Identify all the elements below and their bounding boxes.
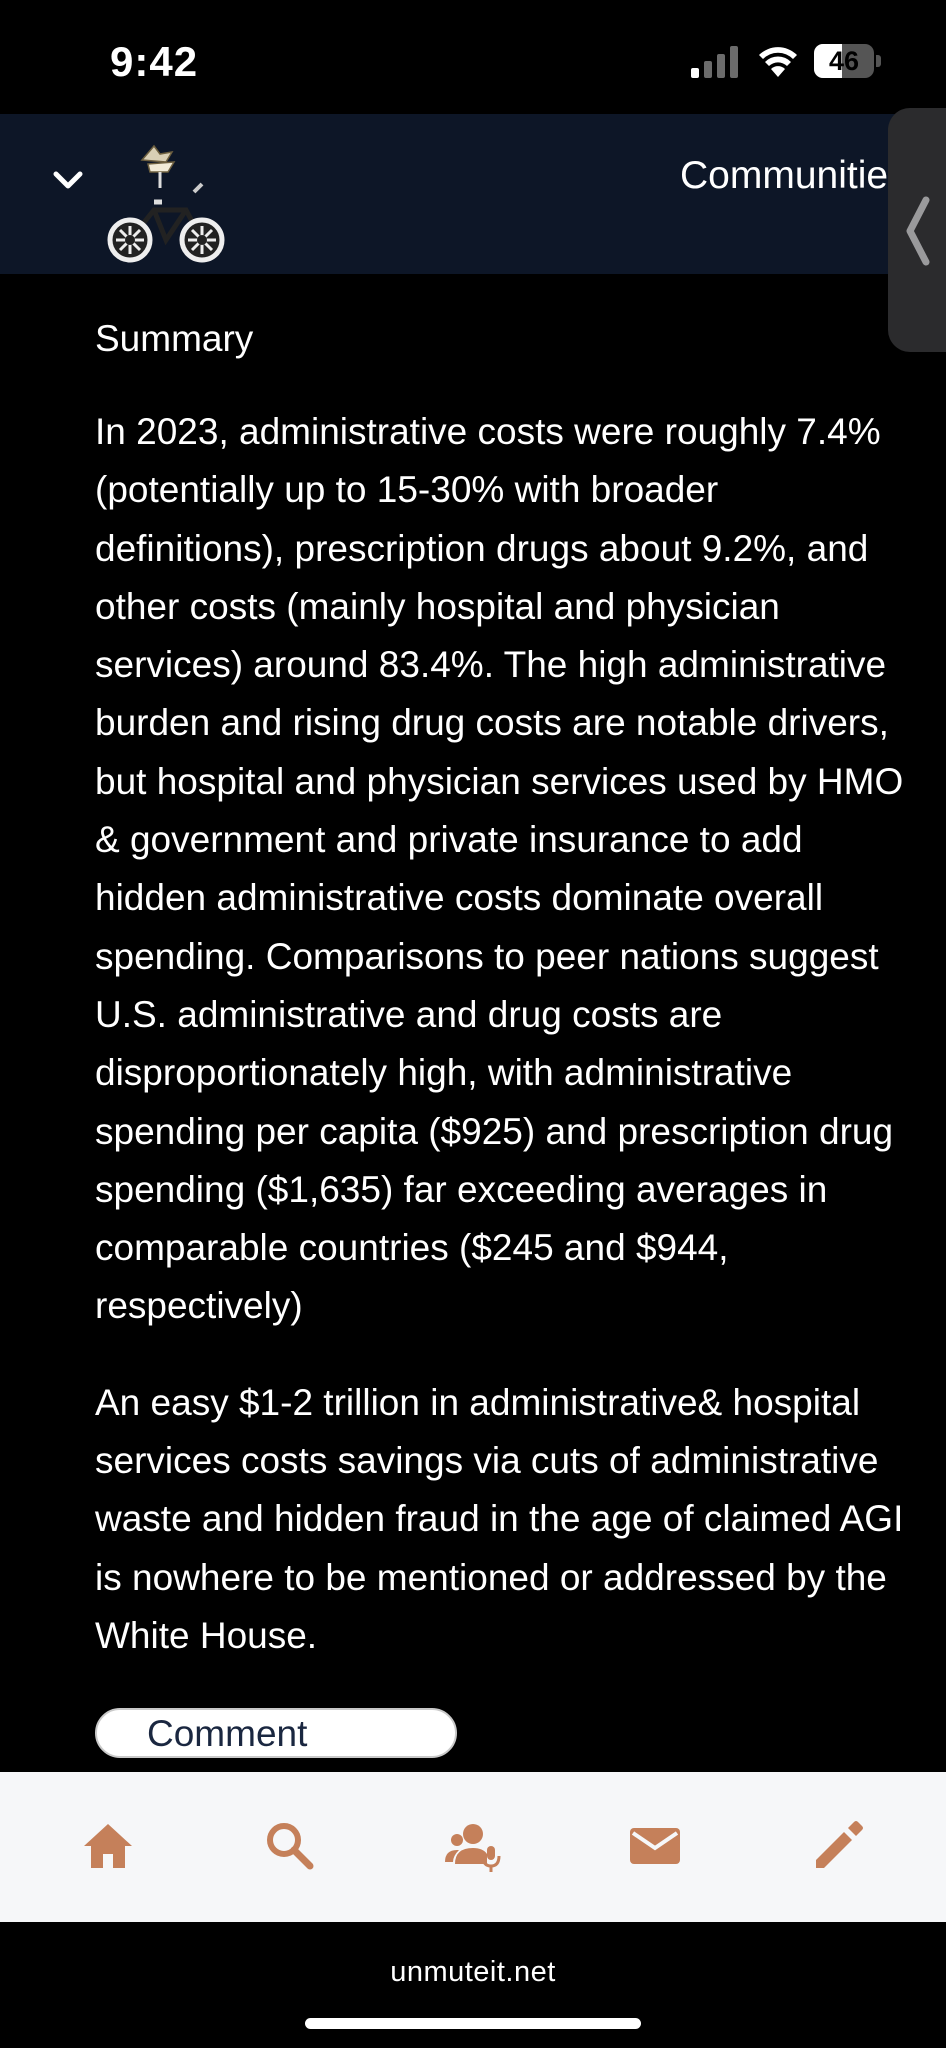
home-icon [78,1816,138,1876]
status-time: 9:42 [110,38,199,85]
mail-icon [625,1816,685,1876]
users-voice-icon [443,1816,503,1876]
wifi-icon [757,44,799,78]
url-bar[interactable]: unmuteit.net [390,1956,556,1988]
post-paragraph: In 2023, administrative costs were roughly 7.4% (potentially up to 15-30% with broader definitions), prescription drugs about 9.2%, and other costs (mainly hospital and physician services) around 83.4%. The high administrative burden and rising drug costs are notable drivers, but hospital and physician services used by HMO & government and private insurance to add hidden administrative costs dominate overall spending. Comparisons to peer nations suggest U.S. administrative and drug costs are disproportionately high, with administrative spending per capita ($925) and prescription drug spending ($1,635) far exceeding averages in comparable countries ($245 and $944, respectively) [95,411,904,1327]
search-icon [260,1816,320,1876]
post-paragraph: An easy $1-2 trillion in administrative& hospital services costs savings via cuts of administrative waste and hidden fraud in the age of claimed AGI is nowhere to be mentioned or addressed by the White House. [95,1381,904,1656]
nav-search[interactable] [260,1816,320,1876]
bicycle-with-bird-logo[interactable] [102,132,232,268]
nav-messages[interactable] [625,1816,685,1876]
bottom-nav [0,1772,946,1922]
chevron-left-icon [902,196,932,266]
battery-icon [814,44,882,80]
nav-compose[interactable] [808,1816,868,1876]
home-indicator[interactable] [305,2018,641,2029]
status-bar [0,0,946,114]
cellular-signal-icon [690,46,740,78]
chevron-down-icon[interactable] [48,160,88,200]
page-title: Communitie [680,154,889,197]
app-header [0,114,946,274]
browser-footer [0,1922,946,2048]
nav-home[interactable] [78,1816,138,1876]
comment-button[interactable]: Comment [95,1708,457,1758]
post-content [95,310,915,1703]
section-heading: Summary [95,318,254,359]
pencil-icon [808,1816,868,1876]
battery-level: 46 [828,46,860,76]
nav-communities[interactable] [443,1816,503,1876]
